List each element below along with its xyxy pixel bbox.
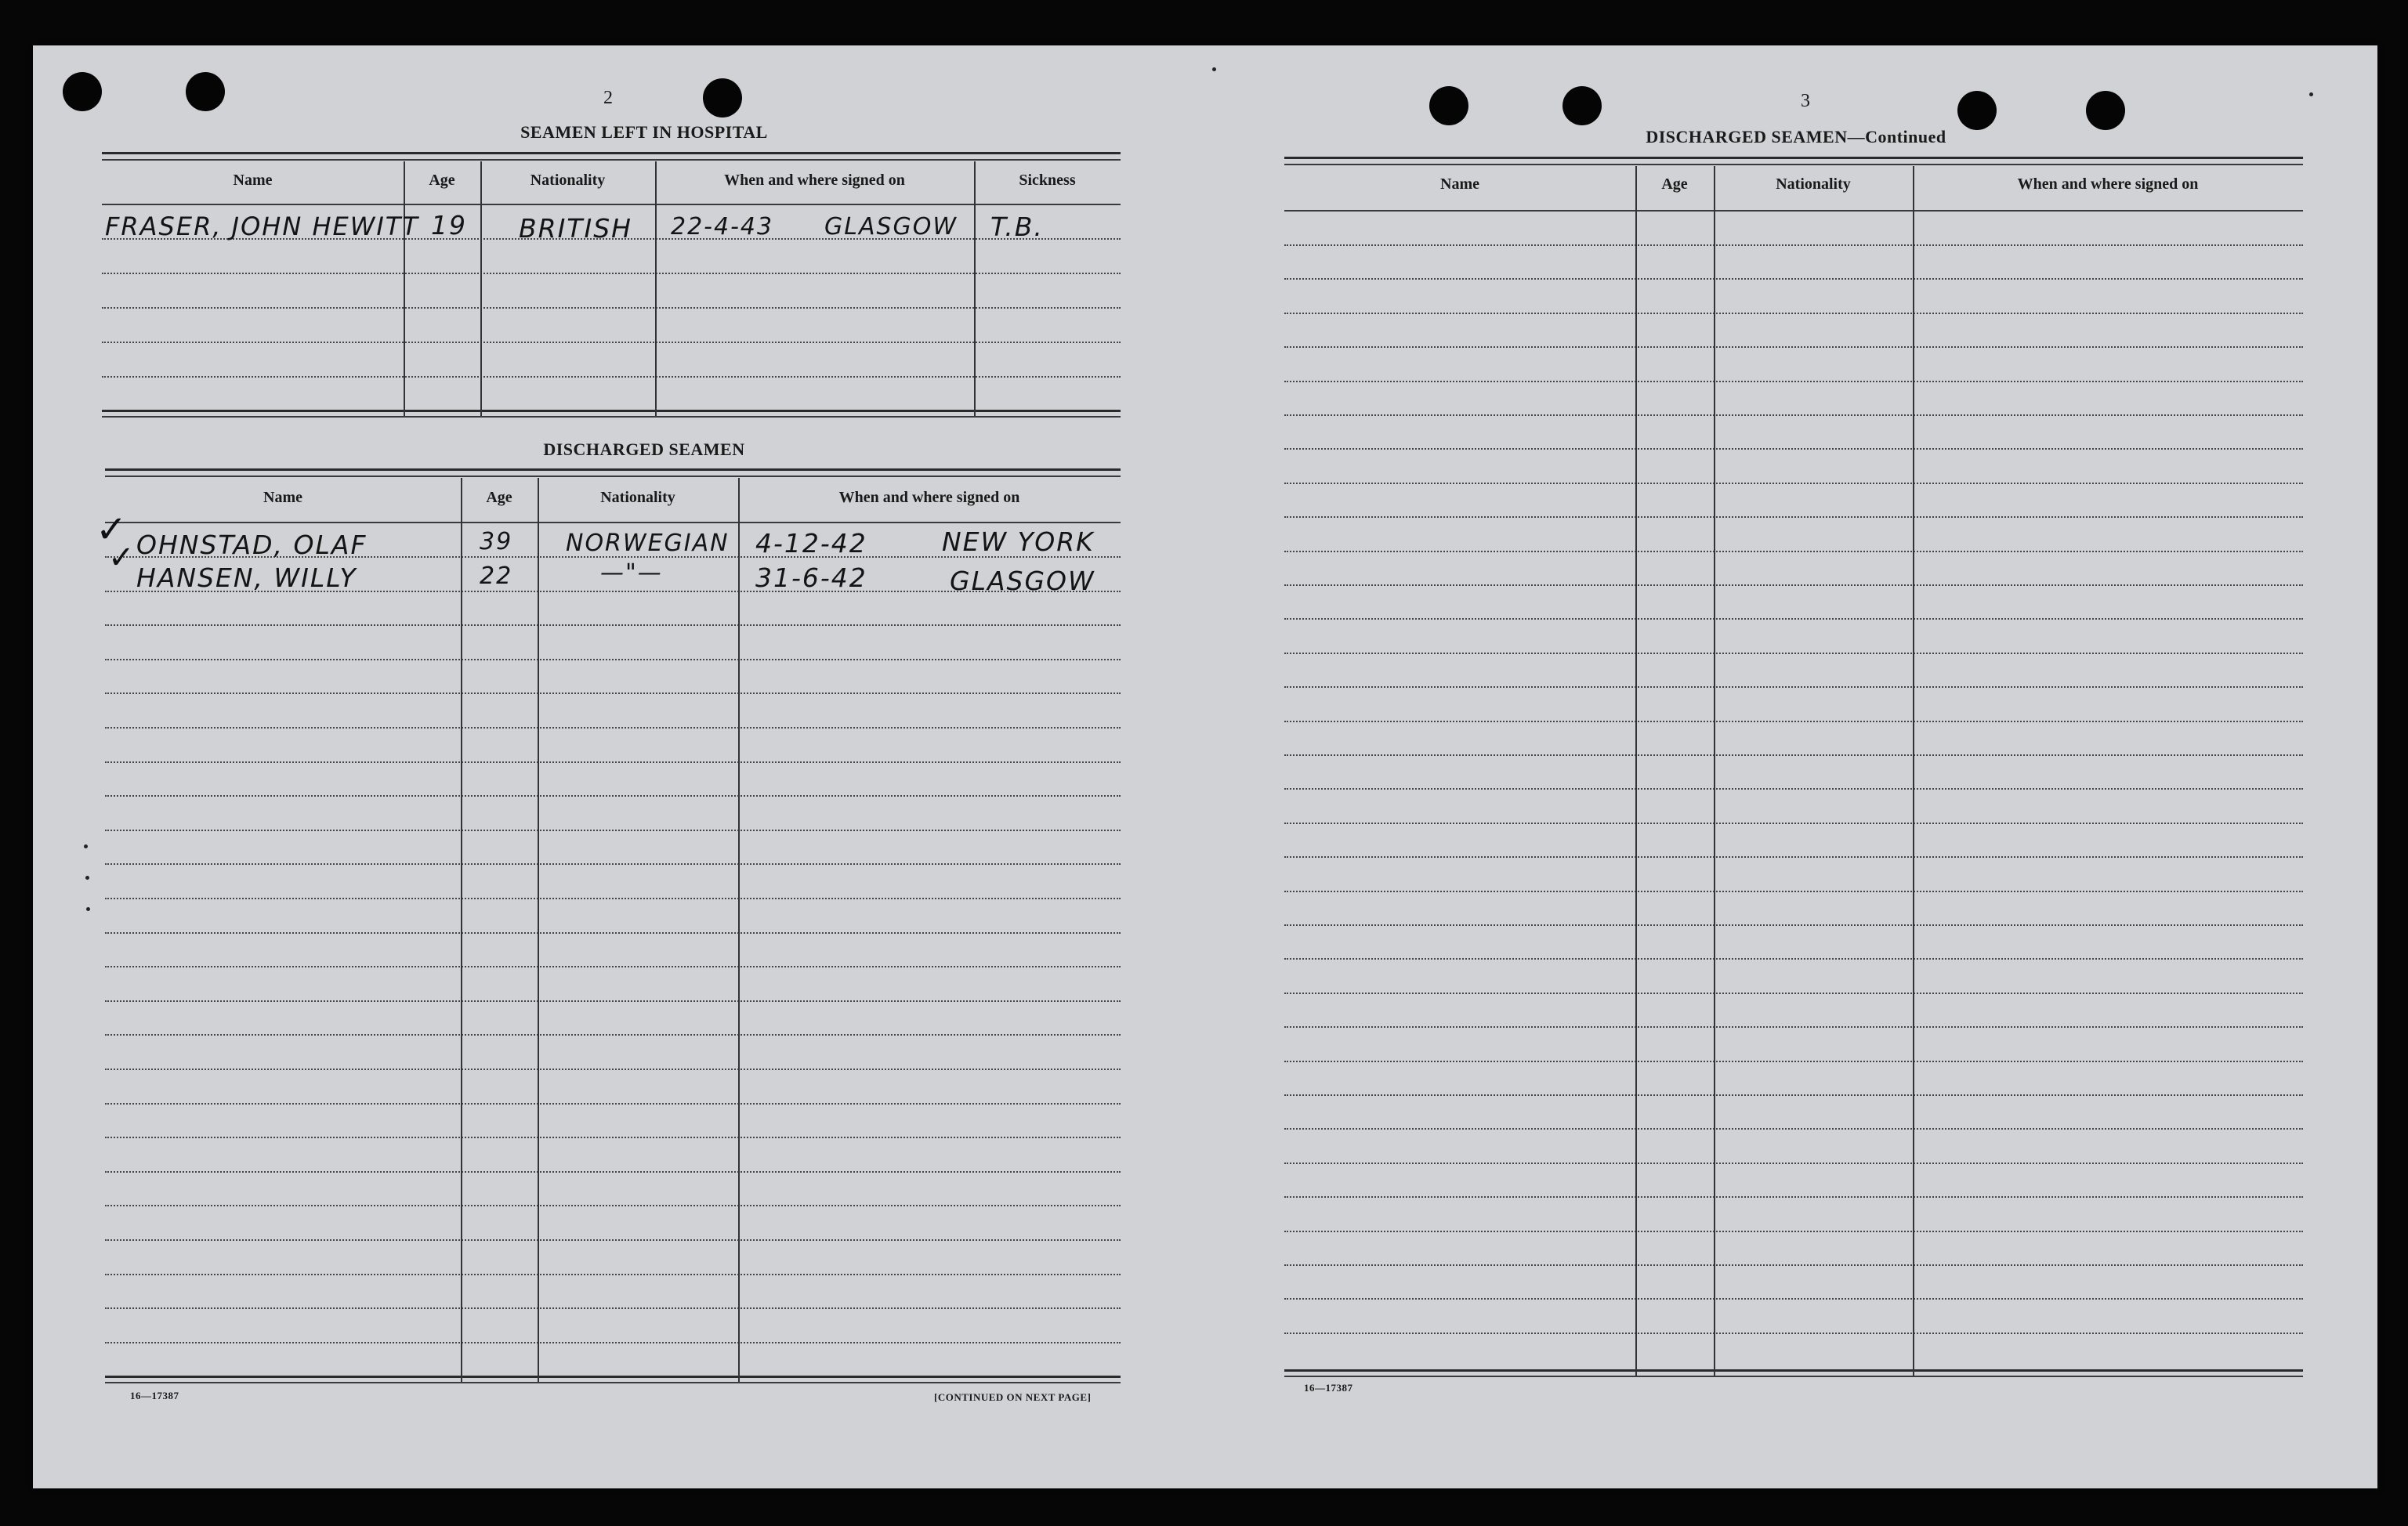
dotted-line bbox=[1284, 924, 2303, 926]
col-divider bbox=[404, 161, 405, 416]
col-divider bbox=[538, 478, 539, 1382]
hospital-col-signed: When and where signed on bbox=[724, 172, 905, 189]
dotted-line bbox=[105, 966, 1121, 967]
dotted-line bbox=[105, 1103, 1121, 1105]
hospital-col-sickness: Sickness bbox=[1019, 172, 1076, 189]
dotted-line bbox=[105, 1274, 1121, 1275]
right-col-age: Age bbox=[1661, 175, 1688, 193]
dotted-line bbox=[105, 1171, 1121, 1173]
dotted-line bbox=[1284, 516, 2303, 518]
rule bbox=[1284, 210, 2303, 212]
dotted-line bbox=[105, 1069, 1121, 1070]
speck bbox=[1212, 67, 1216, 71]
dotted-line bbox=[105, 898, 1121, 899]
discharged-row-age: 22 bbox=[480, 562, 513, 590]
dotted-line bbox=[1284, 721, 2303, 722]
dotted-line bbox=[1284, 788, 2303, 790]
left-footer-form-number: 16—17387 bbox=[130, 1390, 179, 1401]
col-divider bbox=[1714, 166, 1715, 1376]
right-col-signed: When and where signed on bbox=[2017, 175, 2199, 193]
dotted-line bbox=[105, 1342, 1121, 1343]
discharged-title: DISCHARGED SEAMEN bbox=[543, 439, 745, 459]
dotted-line bbox=[1284, 278, 2303, 280]
discharged-row-place: GLASGOW bbox=[950, 566, 1095, 596]
left-footer-continued: [CONTINUED ON NEXT PAGE] bbox=[934, 1391, 1092, 1403]
rule bbox=[105, 468, 1121, 471]
dotted-line bbox=[1284, 313, 2303, 314]
speck bbox=[86, 907, 90, 911]
rule bbox=[1284, 1369, 2303, 1372]
dotted-line bbox=[105, 624, 1121, 626]
rule bbox=[105, 522, 1121, 523]
hospital-row-age: 19 bbox=[431, 210, 467, 240]
dotted-line bbox=[1284, 1196, 2303, 1198]
dotted-line bbox=[105, 1034, 1121, 1036]
discharged-row-nationality: NORWEGIAN bbox=[566, 530, 730, 557]
dotted-line bbox=[105, 727, 1121, 729]
dotted-line bbox=[1284, 856, 2303, 858]
discharged-col-age: Age bbox=[486, 489, 512, 506]
check-mark: ✓ bbox=[108, 540, 135, 576]
dotted-line bbox=[1284, 346, 2303, 348]
hospital-row-sickness: T.B. bbox=[990, 212, 1044, 242]
dotted-line bbox=[1284, 754, 2303, 756]
dotted-line bbox=[1284, 244, 2303, 246]
dotted-line bbox=[1284, 483, 2303, 484]
hospital-row-name: FRASER, JOHN HEWITT bbox=[105, 212, 419, 241]
right-title: DISCHARGED SEAMEN—Continued bbox=[1646, 127, 1946, 146]
rule bbox=[1284, 157, 2303, 159]
dotted-line bbox=[1284, 448, 2303, 450]
dotted-line bbox=[1284, 1231, 2303, 1232]
punch-hole bbox=[1957, 91, 1997, 130]
discharged-row-name: OHNSTAD, OLAF bbox=[136, 530, 368, 560]
dotted-line bbox=[105, 692, 1121, 694]
dotted-line bbox=[102, 307, 1121, 309]
col-divider bbox=[738, 478, 740, 1382]
punch-hole bbox=[1562, 86, 1602, 125]
dotted-line bbox=[1284, 686, 2303, 688]
dotted-line bbox=[105, 761, 1121, 763]
dotted-line bbox=[105, 1205, 1121, 1206]
col-divider bbox=[655, 161, 657, 416]
dotted-line bbox=[105, 932, 1121, 934]
dotted-line bbox=[105, 659, 1121, 660]
rule bbox=[102, 204, 1121, 205]
rule bbox=[102, 152, 1121, 154]
dotted-line bbox=[1284, 993, 2303, 994]
hospital-row-place: GLASGOW bbox=[824, 213, 958, 240]
dotted-line bbox=[1284, 551, 2303, 552]
col-divider bbox=[1913, 166, 1914, 1376]
rule bbox=[105, 1382, 1121, 1383]
dotted-line bbox=[1284, 381, 2303, 382]
dotted-line bbox=[1284, 1264, 2303, 1266]
dotted-line bbox=[1284, 1333, 2303, 1334]
dotted-line bbox=[1284, 618, 2303, 620]
discharged-row-date: 4-12-42 bbox=[755, 528, 867, 559]
punch-hole bbox=[2086, 91, 2125, 130]
hospital-row-date: 22-4-43 bbox=[671, 213, 774, 240]
discharged-col-signed: When and where signed on bbox=[838, 489, 1020, 506]
speck bbox=[2309, 92, 2313, 96]
rule bbox=[102, 416, 1121, 418]
dotted-line bbox=[1284, 891, 2303, 892]
dotted-line bbox=[105, 795, 1121, 797]
rule bbox=[102, 410, 1121, 412]
discharged-col-nationality: Nationality bbox=[600, 489, 675, 506]
hospital-row-nationality: BRITISH bbox=[519, 213, 632, 244]
punch-hole bbox=[1429, 86, 1468, 125]
rule bbox=[1284, 1376, 2303, 1377]
punch-hole bbox=[186, 72, 225, 111]
discharged-row-age: 39 bbox=[480, 528, 513, 555]
speck bbox=[84, 844, 88, 848]
dotted-line bbox=[102, 273, 1121, 274]
dotted-line bbox=[105, 1000, 1121, 1002]
dotted-line bbox=[105, 1239, 1121, 1241]
dotted-line bbox=[1284, 1061, 2303, 1062]
col-divider bbox=[461, 478, 462, 1382]
right-col-name: Name bbox=[1440, 175, 1479, 193]
dotted-line bbox=[1284, 1128, 2303, 1130]
punch-hole bbox=[63, 72, 102, 111]
dotted-line bbox=[105, 863, 1121, 865]
dotted-line bbox=[105, 1307, 1121, 1309]
dotted-line bbox=[102, 376, 1121, 378]
dotted-line bbox=[105, 1137, 1121, 1138]
discharged-row-name: HANSEN, WILLY bbox=[136, 562, 357, 593]
speck bbox=[85, 876, 89, 880]
dotted-line bbox=[1284, 414, 2303, 416]
discharged-row-nationality: —"— bbox=[600, 559, 663, 587]
rule bbox=[102, 159, 1121, 161]
hospital-col-age: Age bbox=[429, 172, 455, 189]
rule bbox=[105, 1376, 1121, 1378]
document-sheet bbox=[33, 45, 2377, 1488]
dotted-line bbox=[1284, 1094, 2303, 1096]
dotted-line bbox=[1284, 823, 2303, 824]
hospital-title: SEAMEN LEFT IN HOSPITAL bbox=[520, 122, 768, 142]
dotted-line bbox=[1284, 958, 2303, 960]
dotted-line bbox=[1284, 1163, 2303, 1164]
hospital-col-name: Name bbox=[233, 172, 273, 189]
dotted-line bbox=[1284, 584, 2303, 586]
right-col-nationality: Nationality bbox=[1776, 175, 1851, 193]
dotted-line bbox=[1284, 1298, 2303, 1300]
discharged-row-date: 31-6-42 bbox=[755, 562, 867, 593]
col-divider bbox=[480, 161, 482, 416]
discharged-col-name: Name bbox=[263, 489, 302, 506]
rule bbox=[1284, 164, 2303, 165]
right-page-number: 3 bbox=[1801, 91, 1810, 111]
check-mark: ✓ bbox=[96, 508, 128, 551]
punch-hole bbox=[703, 78, 742, 118]
dotted-line bbox=[1284, 1026, 2303, 1028]
col-divider bbox=[974, 161, 976, 416]
hospital-col-nationality: Nationality bbox=[530, 172, 606, 189]
dotted-line bbox=[1284, 653, 2303, 654]
left-page-number: 2 bbox=[603, 88, 613, 108]
right-footer-form-number: 16—17387 bbox=[1304, 1382, 1353, 1394]
dotted-line bbox=[105, 830, 1121, 831]
col-divider bbox=[1635, 166, 1637, 1376]
rule bbox=[105, 476, 1121, 477]
discharged-row-place: NEW YORK bbox=[942, 526, 1095, 557]
dotted-line bbox=[102, 342, 1121, 343]
